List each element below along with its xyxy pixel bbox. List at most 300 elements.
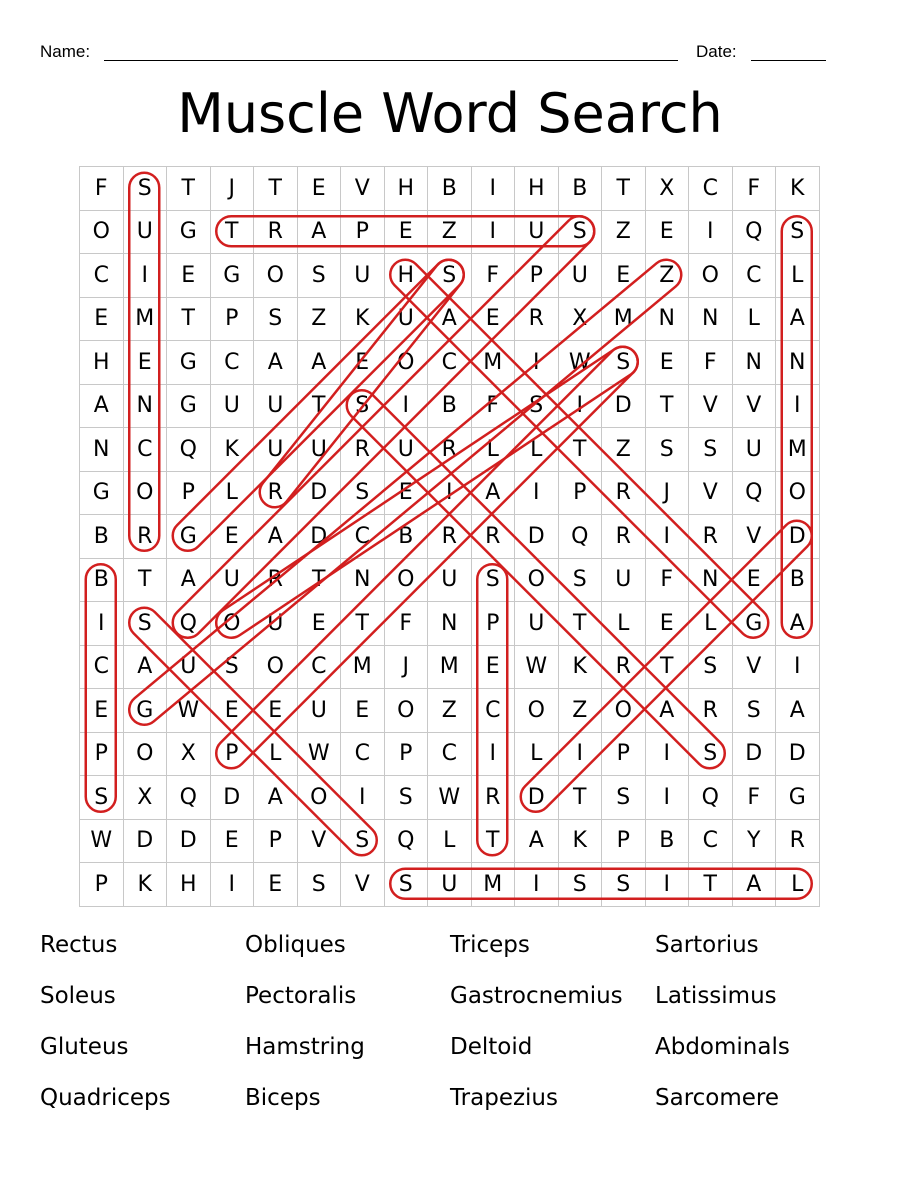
grid-cell[interactable]: Q xyxy=(733,472,777,516)
grid-cell[interactable]: U xyxy=(515,211,559,255)
grid-cell[interactable]: A xyxy=(254,341,298,385)
grid-cell[interactable]: R xyxy=(428,428,472,472)
grid-cell[interactable]: C xyxy=(689,167,733,211)
grid-cell[interactable]: Z xyxy=(602,211,646,255)
word-bank-item: Trapezius xyxy=(450,1085,558,1111)
grid-cell[interactable]: F xyxy=(80,167,124,211)
grid-cell[interactable]: O xyxy=(298,776,342,820)
word-bank-item: Latissimus xyxy=(655,983,777,1009)
grid-cell[interactable]: I xyxy=(559,733,603,777)
grid-cell[interactable]: S xyxy=(733,689,777,733)
grid-cell[interactable]: D xyxy=(298,472,342,516)
grid-cell[interactable]: U xyxy=(428,559,472,603)
grid-cell[interactable]: S xyxy=(689,733,733,777)
grid-cell[interactable]: S xyxy=(602,863,646,907)
grid-cell[interactable]: S xyxy=(689,428,733,472)
grid-cell[interactable]: Z xyxy=(602,428,646,472)
grid-cell[interactable]: E xyxy=(124,341,168,385)
grid-cell[interactable]: T xyxy=(646,646,690,690)
grid-cell[interactable]: I xyxy=(646,863,690,907)
grid-cell[interactable]: E xyxy=(211,515,255,559)
grid-cell[interactable]: S xyxy=(559,211,603,255)
grid-cell[interactable]: I xyxy=(472,211,516,255)
grid-cell[interactable]: I xyxy=(428,472,472,516)
grid-cell[interactable]: X xyxy=(646,167,690,211)
grid-cell[interactable]: H xyxy=(515,167,559,211)
grid-cell[interactable]: G xyxy=(80,472,124,516)
grid-cell[interactable]: U xyxy=(602,559,646,603)
grid-cell[interactable]: O xyxy=(689,254,733,298)
grid-cell[interactable]: E xyxy=(341,689,385,733)
grid-cell[interactable]: L xyxy=(515,428,559,472)
grid-cell[interactable]: P xyxy=(167,472,211,516)
grid-cell[interactable]: T xyxy=(472,820,516,864)
grid-cell[interactable]: T xyxy=(254,167,298,211)
grid-cell[interactable]: K xyxy=(776,167,820,211)
grid-cell[interactable]: D xyxy=(167,820,211,864)
grid-cell[interactable]: C xyxy=(298,646,342,690)
grid-cell[interactable]: S xyxy=(124,602,168,646)
grid-cell[interactable]: A xyxy=(254,515,298,559)
grid-cell[interactable]: A xyxy=(298,341,342,385)
date-field-line[interactable] xyxy=(751,60,826,61)
grid-cell[interactable]: V xyxy=(733,515,777,559)
grid-cell[interactable]: R xyxy=(254,559,298,603)
grid-cell[interactable]: M xyxy=(602,298,646,342)
grid-cell[interactable]: I xyxy=(515,341,559,385)
grid-cell[interactable]: D xyxy=(298,515,342,559)
grid-cell[interactable]: L xyxy=(776,254,820,298)
grid-cell[interactable]: U xyxy=(298,428,342,472)
grid-cell[interactable]: P xyxy=(515,254,559,298)
grid-cell[interactable]: U xyxy=(167,646,211,690)
grid-cell[interactable]: I xyxy=(211,863,255,907)
grid-cell[interactable]: A xyxy=(472,472,516,516)
grid-cell[interactable]: J xyxy=(385,646,429,690)
grid-cell[interactable]: V xyxy=(341,863,385,907)
grid-cell[interactable]: U xyxy=(211,559,255,603)
grid-cell[interactable]: N xyxy=(124,385,168,429)
grid-cell[interactable]: S xyxy=(341,472,385,516)
grid-cell[interactable]: O xyxy=(211,602,255,646)
grid-cell[interactable]: B xyxy=(428,385,472,429)
grid-cell[interactable]: S xyxy=(80,776,124,820)
grid-cell[interactable]: C xyxy=(124,428,168,472)
grid-cell[interactable]: Z xyxy=(298,298,342,342)
grid-cell[interactable]: I xyxy=(124,254,168,298)
grid-cell[interactable]: A xyxy=(298,211,342,255)
grid-cell[interactable]: S xyxy=(341,385,385,429)
grid-cell[interactable]: T xyxy=(689,863,733,907)
grid-cell[interactable]: E xyxy=(602,254,646,298)
grid-cell[interactable]: U xyxy=(385,428,429,472)
grid-cell[interactable]: S xyxy=(515,385,559,429)
grid-cell[interactable]: L xyxy=(602,602,646,646)
grid-cell[interactable]: K xyxy=(211,428,255,472)
grid-cell[interactable]: G xyxy=(124,689,168,733)
grid-cell[interactable]: U xyxy=(124,211,168,255)
grid-cell[interactable]: Z xyxy=(559,689,603,733)
grid-cell[interactable]: E xyxy=(385,211,429,255)
grid-cell[interactable]: T xyxy=(211,211,255,255)
grid-cell[interactable]: I xyxy=(80,602,124,646)
grid-cell[interactable]: D xyxy=(515,515,559,559)
grid-cell[interactable]: L xyxy=(211,472,255,516)
grid-cell[interactable]: K xyxy=(559,646,603,690)
grid-cell[interactable]: Z xyxy=(646,254,690,298)
grid-cell[interactable]: A xyxy=(167,559,211,603)
grid-cell[interactable]: A xyxy=(428,298,472,342)
name-label: Name: xyxy=(40,42,91,61)
grid-cell[interactable]: U xyxy=(515,602,559,646)
grid-cell[interactable]: U xyxy=(385,298,429,342)
grid-cell[interactable]: P xyxy=(211,298,255,342)
grid-cell[interactable]: E xyxy=(298,167,342,211)
grid-cell[interactable]: A xyxy=(776,298,820,342)
grid-cell[interactable]: P xyxy=(341,211,385,255)
grid-cell[interactable]: U xyxy=(341,254,385,298)
grid-cell[interactable]: P xyxy=(472,602,516,646)
grid-cell[interactable]: A xyxy=(515,820,559,864)
grid-cell[interactable]: O xyxy=(254,646,298,690)
grid-cell[interactable]: I xyxy=(646,515,690,559)
grid-cell[interactable]: B xyxy=(80,515,124,559)
grid-cell[interactable]: M xyxy=(124,298,168,342)
header-fields xyxy=(40,40,830,66)
grid-cell[interactable]: D xyxy=(211,776,255,820)
grid-cell[interactable]: F xyxy=(646,559,690,603)
grid-cell[interactable]: V xyxy=(341,167,385,211)
grid-cell[interactable]: M xyxy=(776,428,820,472)
grid-cell[interactable]: G xyxy=(167,211,211,255)
grid-cell[interactable]: Q xyxy=(167,776,211,820)
grid-cell[interactable]: R xyxy=(428,515,472,559)
grid-cell[interactable]: Q xyxy=(733,211,777,255)
grid-cell[interactable]: P xyxy=(602,820,646,864)
grid-cell[interactable]: D xyxy=(776,515,820,559)
grid-cell[interactable]: E xyxy=(80,689,124,733)
grid-cell[interactable]: F xyxy=(472,254,516,298)
grid-cell[interactable]: N xyxy=(733,341,777,385)
grid-cell[interactable]: N xyxy=(80,428,124,472)
grid-cell[interactable]: T xyxy=(646,385,690,429)
grid-cell[interactable]: I xyxy=(776,385,820,429)
grid-cell[interactable]: S xyxy=(341,820,385,864)
grid-cell[interactable]: O xyxy=(385,689,429,733)
grid-cell[interactable]: C xyxy=(689,820,733,864)
grid-cell[interactable]: R xyxy=(254,472,298,516)
word-bank-item: Triceps xyxy=(450,932,530,958)
grid-cell[interactable]: O xyxy=(124,733,168,777)
grid-cell[interactable]: T xyxy=(559,428,603,472)
grid-cell[interactable]: H xyxy=(385,167,429,211)
grid-cell[interactable]: I xyxy=(646,776,690,820)
grid-cell[interactable]: C xyxy=(341,733,385,777)
grid-cell[interactable]: V xyxy=(298,820,342,864)
grid-cell[interactable]: H xyxy=(167,863,211,907)
grid-cell[interactable]: R xyxy=(689,689,733,733)
grid-cell[interactable]: L xyxy=(776,863,820,907)
grid-cell[interactable]: X xyxy=(124,776,168,820)
grid-cell[interactable]: T xyxy=(167,298,211,342)
grid-cell[interactable]: O xyxy=(776,472,820,516)
grid-cell[interactable]: E xyxy=(80,298,124,342)
grid-cell[interactable]: U xyxy=(733,428,777,472)
grid-cell[interactable]: O xyxy=(602,689,646,733)
grid-cell[interactable]: Q xyxy=(385,820,429,864)
grid-cell[interactable]: R xyxy=(602,646,646,690)
grid-cell[interactable]: E xyxy=(472,646,516,690)
grid-cell[interactable]: S xyxy=(602,341,646,385)
grid-cell[interactable]: B xyxy=(646,820,690,864)
grid-cell[interactable]: Q xyxy=(689,776,733,820)
grid-cell[interactable]: R xyxy=(602,515,646,559)
grid-cell[interactable]: K xyxy=(559,820,603,864)
grid-cell[interactable]: V xyxy=(689,472,733,516)
grid-cell[interactable]: N xyxy=(428,602,472,646)
grid-cell[interactable]: A xyxy=(646,689,690,733)
grid-cell[interactable]: L xyxy=(515,733,559,777)
grid-cell[interactable]: C xyxy=(341,515,385,559)
grid-cell[interactable]: S xyxy=(559,863,603,907)
grid-cell[interactable]: E xyxy=(211,689,255,733)
grid-cell[interactable]: B xyxy=(80,559,124,603)
grid-cell[interactable]: W xyxy=(167,689,211,733)
grid-cell[interactable]: T xyxy=(559,776,603,820)
grid-cell[interactable]: N xyxy=(341,559,385,603)
grid-cell[interactable]: I xyxy=(472,733,516,777)
grid-cell[interactable]: S xyxy=(646,428,690,472)
grid-cell[interactable]: H xyxy=(385,254,429,298)
grid-cell[interactable]: S xyxy=(472,559,516,603)
grid-cell[interactable]: L xyxy=(689,602,733,646)
grid-cell[interactable]: R xyxy=(124,515,168,559)
grid-cell[interactable]: X xyxy=(559,298,603,342)
grid-cell[interactable]: E xyxy=(646,211,690,255)
grid-cell[interactable]: P xyxy=(80,733,124,777)
grid-cell[interactable]: A xyxy=(776,602,820,646)
grid-cell[interactable]: H xyxy=(80,341,124,385)
word-bank-item: Sartorius xyxy=(655,932,759,958)
grid-cell[interactable]: M xyxy=(428,646,472,690)
grid-cell[interactable]: K xyxy=(341,298,385,342)
grid-cell[interactable]: A xyxy=(80,385,124,429)
grid-cell[interactable]: I xyxy=(341,776,385,820)
grid-cell[interactable]: S xyxy=(298,254,342,298)
grid-cell[interactable]: I xyxy=(515,472,559,516)
grid-cell[interactable]: J xyxy=(646,472,690,516)
grid-cell[interactable]: Y xyxy=(733,820,777,864)
grid-cell[interactable]: W xyxy=(298,733,342,777)
grid-cell[interactable]: T xyxy=(559,602,603,646)
grid-cell[interactable]: F xyxy=(733,776,777,820)
grid-cell[interactable]: K xyxy=(124,863,168,907)
grid-cell[interactable]: D xyxy=(124,820,168,864)
grid-cell[interactable]: Z xyxy=(428,689,472,733)
grid-cell[interactable]: E xyxy=(254,689,298,733)
grid-cell[interactable]: R xyxy=(602,472,646,516)
grid-cell[interactable]: E xyxy=(646,602,690,646)
page-title: Muscle Word Search xyxy=(177,82,723,145)
grid-cell[interactable]: L xyxy=(733,298,777,342)
grid-cell[interactable]: E xyxy=(211,820,255,864)
grid-cell[interactable]: T xyxy=(602,167,646,211)
word-bank-item: Soleus xyxy=(40,983,116,1009)
grid-cell[interactable]: Z xyxy=(428,211,472,255)
grid-cell[interactable]: R xyxy=(472,776,516,820)
grid-cell[interactable]: N xyxy=(689,298,733,342)
grid-cell[interactable]: L xyxy=(428,820,472,864)
grid-cell[interactable]: V xyxy=(733,646,777,690)
grid-cell[interactable]: M xyxy=(472,863,516,907)
grid-cell[interactable]: P xyxy=(559,472,603,516)
grid-cell[interactable]: E xyxy=(298,602,342,646)
grid-cell[interactable]: C xyxy=(80,254,124,298)
grid-cell[interactable]: B xyxy=(776,559,820,603)
grid-cell[interactable]: T xyxy=(298,385,342,429)
grid-cell[interactable]: U xyxy=(298,689,342,733)
grid-cell[interactable]: O xyxy=(385,559,429,603)
grid-cell[interactable]: A xyxy=(124,646,168,690)
grid-cell[interactable]: S xyxy=(124,167,168,211)
grid-cell[interactable]: E xyxy=(254,863,298,907)
grid-cell[interactable]: C xyxy=(428,341,472,385)
grid-cell[interactable]: E xyxy=(733,559,777,603)
grid-cell[interactable]: C xyxy=(211,341,255,385)
grid-cell[interactable]: J xyxy=(211,167,255,211)
grid-cell[interactable]: I xyxy=(689,211,733,255)
grid-cell[interactable]: D xyxy=(776,733,820,777)
grid-cell[interactable]: W xyxy=(559,341,603,385)
grid-cell[interactable]: B xyxy=(559,167,603,211)
grid-cell[interactable]: T xyxy=(341,602,385,646)
grid-cell[interactable]: A xyxy=(733,863,777,907)
grid-cell[interactable]: C xyxy=(428,733,472,777)
grid-cell[interactable]: C xyxy=(733,254,777,298)
grid-cell[interactable]: U xyxy=(559,254,603,298)
grid-cell[interactable]: S xyxy=(602,776,646,820)
grid-cell[interactable]: W xyxy=(515,646,559,690)
grid-cell[interactable]: E xyxy=(646,341,690,385)
grid-cell[interactable]: F xyxy=(472,385,516,429)
grid-cell[interactable]: R xyxy=(341,428,385,472)
grid-cell[interactable]: I xyxy=(515,863,559,907)
grid-cell[interactable]: D xyxy=(733,733,777,777)
grid-cell[interactable]: O xyxy=(254,254,298,298)
grid-cell[interactable]: R xyxy=(515,298,559,342)
grid-cell[interactable]: W xyxy=(428,776,472,820)
grid-cell[interactable]: G xyxy=(167,341,211,385)
grid-cell[interactable]: C xyxy=(472,689,516,733)
grid-cell[interactable]: R xyxy=(472,515,516,559)
grid-cell[interactable]: E xyxy=(472,298,516,342)
grid-cell[interactable]: P xyxy=(602,733,646,777)
grid-cell[interactable]: O xyxy=(515,559,559,603)
grid-cell[interactable]: S xyxy=(776,211,820,255)
grid-cell[interactable]: Q xyxy=(559,515,603,559)
grid-cell[interactable]: I xyxy=(385,385,429,429)
grid-cell[interactable]: P xyxy=(385,733,429,777)
grid-cell[interactable]: P xyxy=(254,820,298,864)
grid-cell[interactable]: X xyxy=(167,733,211,777)
grid-cell[interactable]: E xyxy=(385,472,429,516)
grid-cell[interactable]: S xyxy=(385,863,429,907)
grid-cell[interactable]: O xyxy=(515,689,559,733)
grid-cell[interactable]: N xyxy=(646,298,690,342)
grid-cell[interactable]: S xyxy=(559,559,603,603)
grid-cell[interactable]: S xyxy=(298,863,342,907)
grid-cell[interactable]: F xyxy=(733,167,777,211)
grid-cell[interactable]: V xyxy=(689,385,733,429)
grid-cell[interactable]: I xyxy=(646,733,690,777)
grid-cell[interactable]: S xyxy=(428,254,472,298)
grid-cell[interactable]: U xyxy=(254,428,298,472)
name-field-line[interactable] xyxy=(104,60,678,61)
grid-cell[interactable]: S xyxy=(385,776,429,820)
grid-cell[interactable]: N xyxy=(776,341,820,385)
grid-cell[interactable]: F xyxy=(689,341,733,385)
grid-cell[interactable]: A xyxy=(254,776,298,820)
grid-cell[interactable]: P xyxy=(211,733,255,777)
grid-cell[interactable]: B xyxy=(385,515,429,559)
grid-cell[interactable]: A xyxy=(776,689,820,733)
grid-cell[interactable]: G xyxy=(211,254,255,298)
grid-cell[interactable]: E xyxy=(167,254,211,298)
grid-cell[interactable]: E xyxy=(341,341,385,385)
grid-cell[interactable]: I xyxy=(472,167,516,211)
grid-cell[interactable]: T xyxy=(124,559,168,603)
grid-cell[interactable]: P xyxy=(80,863,124,907)
grid-cell[interactable]: R xyxy=(689,515,733,559)
grid-cell[interactable]: D xyxy=(515,776,559,820)
grid-cell[interactable]: R xyxy=(254,211,298,255)
grid-cell[interactable]: F xyxy=(385,602,429,646)
grid-cell[interactable]: L xyxy=(254,733,298,777)
grid-cell[interactable]: G xyxy=(167,385,211,429)
grid-cell[interactable]: S xyxy=(689,646,733,690)
grid-cell[interactable]: O xyxy=(80,211,124,255)
grid-cell[interactable]: C xyxy=(80,646,124,690)
grid-cell[interactable]: U xyxy=(211,385,255,429)
grid-cell[interactable]: I xyxy=(559,385,603,429)
grid-cell[interactable]: G xyxy=(733,602,777,646)
grid-cell[interactable]: U xyxy=(428,863,472,907)
grid-cell[interactable]: O xyxy=(385,341,429,385)
grid-cell[interactable]: Q xyxy=(167,602,211,646)
grid-cell[interactable]: W xyxy=(80,820,124,864)
grid-cell[interactable]: R xyxy=(776,820,820,864)
grid-cell[interactable]: U xyxy=(254,602,298,646)
grid-cell[interactable]: S xyxy=(211,646,255,690)
grid-cell[interactable]: V xyxy=(733,385,777,429)
grid-cell[interactable]: U xyxy=(254,385,298,429)
grid-cell[interactable]: Q xyxy=(167,428,211,472)
grid-cell[interactable]: M xyxy=(472,341,516,385)
grid-cell[interactable]: S xyxy=(254,298,298,342)
grid-cell[interactable]: D xyxy=(602,385,646,429)
grid-cell[interactable]: O xyxy=(124,472,168,516)
grid-cell[interactable]: G xyxy=(167,515,211,559)
grid-cell[interactable]: T xyxy=(298,559,342,603)
grid-cell[interactable]: L xyxy=(472,428,516,472)
grid-cell[interactable]: G xyxy=(776,776,820,820)
grid-cell[interactable]: N xyxy=(689,559,733,603)
grid-cell[interactable]: I xyxy=(776,646,820,690)
grid-cell[interactable]: T xyxy=(167,167,211,211)
grid-cell[interactable]: B xyxy=(428,167,472,211)
word-bank-item: Hamstring xyxy=(245,1034,365,1060)
grid-cell[interactable]: M xyxy=(341,646,385,690)
